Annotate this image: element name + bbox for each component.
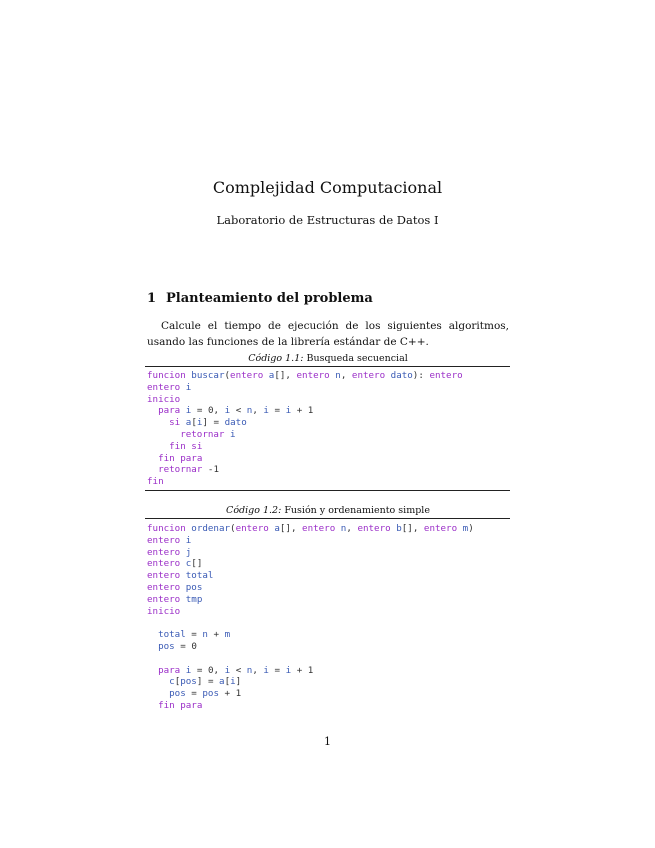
- code-line: entero c[]: [147, 558, 203, 570]
- listing1-caption: [147, 353, 509, 364]
- code-line: entero j: [147, 546, 192, 558]
- code-line: entero i: [147, 534, 192, 546]
- listing2-caption: [147, 505, 509, 516]
- code-line: para i = 0, i < n, i = i + 1: [158, 664, 314, 676]
- section-title: Planteamiento del problema: [166, 291, 373, 306]
- listing2-caption-text: Fusión y ordenamiento simple: [284, 505, 430, 516]
- code-line: c[pos] = a[i]: [169, 676, 242, 688]
- code-line: fin para: [158, 699, 203, 711]
- page-number: 1: [324, 735, 331, 748]
- code-line: si a[i] = dato: [169, 417, 247, 429]
- code-line: para i = 0, i < n, i = i + 1: [158, 405, 314, 417]
- code-line: retornar i: [180, 428, 236, 440]
- code-line: fin si: [169, 440, 203, 452]
- code-line: entero pos: [147, 581, 203, 593]
- code-line: [147, 617, 474, 629]
- code-line: entero total: [147, 570, 214, 582]
- code-line: entero i: [147, 381, 192, 393]
- code-line: entero tmp: [147, 593, 203, 605]
- code-line: funcion ordenar(entero a[], entero n, entero b[], entero m): [147, 523, 474, 534]
- code-line: total = n + m: [158, 629, 231, 641]
- listing1-label: Código 1.1:: [248, 353, 304, 364]
- listing2-label: Código 1.2:: [226, 505, 282, 516]
- intro-paragraph: [147, 318, 509, 350]
- document-subtitle: Laboratorio de Estructuras de Datos I: [216, 213, 439, 227]
- code-line: funcion buscar(entero a[], entero n, entero dato): entero: [147, 370, 463, 381]
- listing2-top-rule: [145, 518, 510, 519]
- listing2-code: [147, 523, 474, 712]
- code-line: [147, 653, 474, 665]
- code-line: inicio: [147, 605, 181, 617]
- section-heading: [147, 291, 373, 306]
- listing1-top-rule: [145, 366, 510, 367]
- listing1-code: [147, 370, 463, 488]
- code-line: retornar -1: [158, 464, 219, 476]
- code-line: inicio: [147, 393, 181, 405]
- listing1-bottom-rule: [145, 490, 510, 491]
- section-number: 1: [147, 291, 157, 306]
- code-line: fin: [147, 476, 164, 488]
- listing1-caption-text: Busqueda secuencial: [306, 353, 408, 364]
- code-line: pos = 0: [158, 640, 197, 652]
- intro-paragraph-text: Calcule el tiempo de ejecución de los siguientes algoritmos, usando las funciones de la librería estándar de C++.: [147, 320, 509, 348]
- document-title: Complejidad Computacional: [212, 178, 443, 197]
- code-line: pos = pos + 1: [169, 688, 242, 700]
- code-line: fin para: [158, 452, 203, 464]
